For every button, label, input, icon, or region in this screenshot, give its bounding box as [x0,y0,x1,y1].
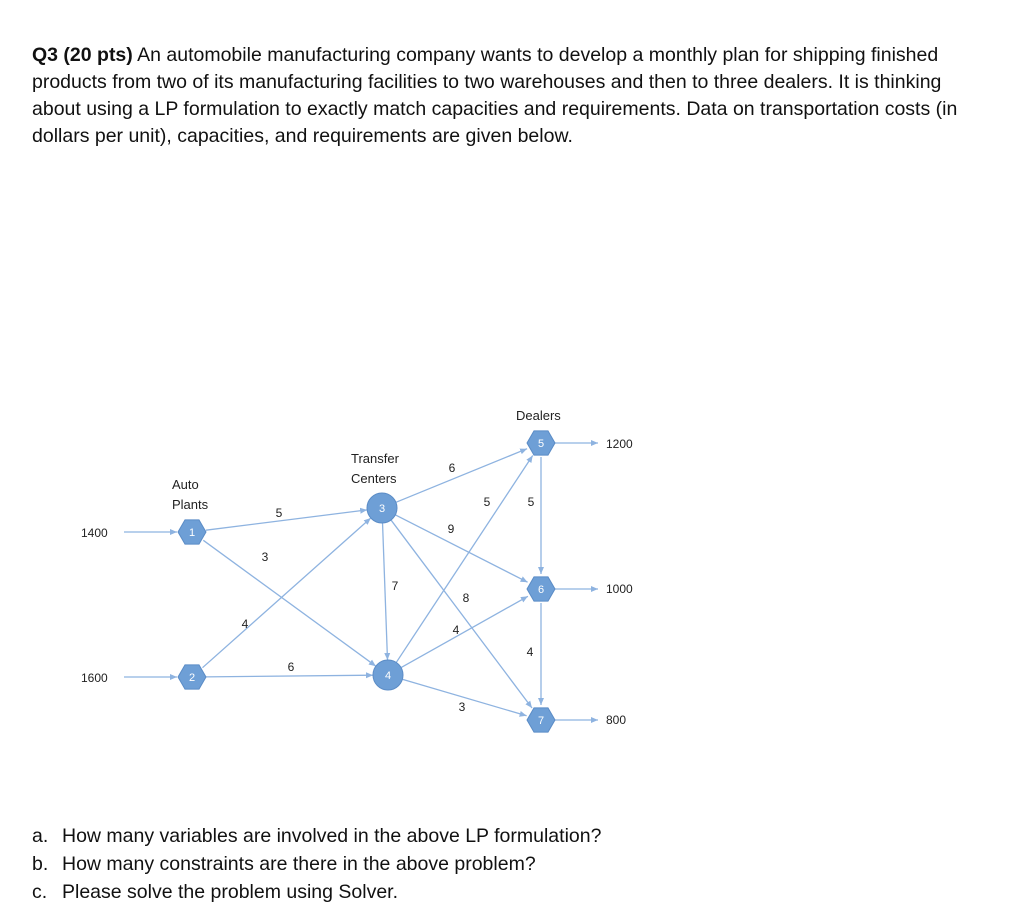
edge-cost-3-7: 8 [462,591,470,605]
edge-cost-1-3: 5 [275,506,283,520]
node-3 [367,493,397,523]
demand-value-7: 800 [606,713,627,727]
node-5-label: 5 [537,438,545,450]
part-b-letter: b. [32,853,49,875]
node-2-label: 2 [188,672,196,684]
node-7 [527,708,555,732]
part-c-letter: c. [32,881,48,903]
edge-3-4 [383,522,388,660]
node-2 [178,665,206,689]
edge-cost-3-5: 6 [448,461,456,475]
edge-3-6 [395,514,528,582]
node-5 [527,431,555,455]
part-a-letter: a. [32,825,49,847]
node-4 [373,660,403,690]
edge-1-4 [203,540,376,666]
edge-cost-5-6: 5 [527,495,535,509]
plants-group-label-line1: Auto [172,477,199,492]
edge-2-4 [206,675,373,677]
edge-cost-2-4: 6 [287,660,295,674]
edge-1-3 [206,510,367,530]
question-body: An automobile manufacturing company wants to develop a monthly plan for shipping finished products from two of its manufacturing facilities to two warehouses and then to three dealers. It is thinking about using a LP formulation to exactly match capacities and requirements. Data on transportation costs (in dollars per unit), capacities, and requirements are given below. [32,44,958,147]
edge-4-6 [400,596,528,668]
node-4-label: 4 [384,670,392,682]
edge-cost-6-7: 4 [526,645,534,659]
sub-questions [32,822,601,906]
supply-value-1: 1400 [81,526,108,540]
plants-group-label-line2: Plants [172,497,209,512]
part-a [32,822,601,850]
part-c-text: Please solve the problem using Solver. [62,881,399,903]
edge-cost-4-7: 3 [458,700,466,714]
part-b-text: How many constraints are there in the above problem? [62,853,536,875]
demand-value-5: 1200 [606,437,633,451]
node-1-label: 1 [188,527,196,539]
edge-cost-4-6: 4 [452,623,460,637]
node-1 [178,520,206,544]
question-number: Q3 (20 pts) [32,44,133,66]
supply-value-2: 1600 [81,671,108,685]
edge-3-7 [390,519,532,708]
edge-cost-3-4: 7 [391,579,399,593]
edge-cost-2-3: 4 [241,617,249,631]
centers-group-label-line2: Centers [351,471,397,486]
edge-2-3 [203,518,371,668]
centers-group-label-line1: Transfer [351,451,399,466]
node-6-label: 6 [537,584,545,596]
demand-value-6: 1000 [606,582,633,596]
edge-cost-1-4: 3 [261,550,269,564]
edges-layer [203,449,545,716]
node-6 [527,577,555,601]
dealers-group-label: Dealers [516,408,561,423]
part-a-text: How many variables are involved in the above LP formulation? [62,825,602,847]
edge-cost-3-6: 9 [447,522,455,536]
node-7-label: 7 [537,715,545,727]
part-b [32,850,601,878]
node-3-label: 3 [378,503,386,515]
part-c [32,878,601,906]
edge-cost-4-5: 5 [483,495,491,509]
